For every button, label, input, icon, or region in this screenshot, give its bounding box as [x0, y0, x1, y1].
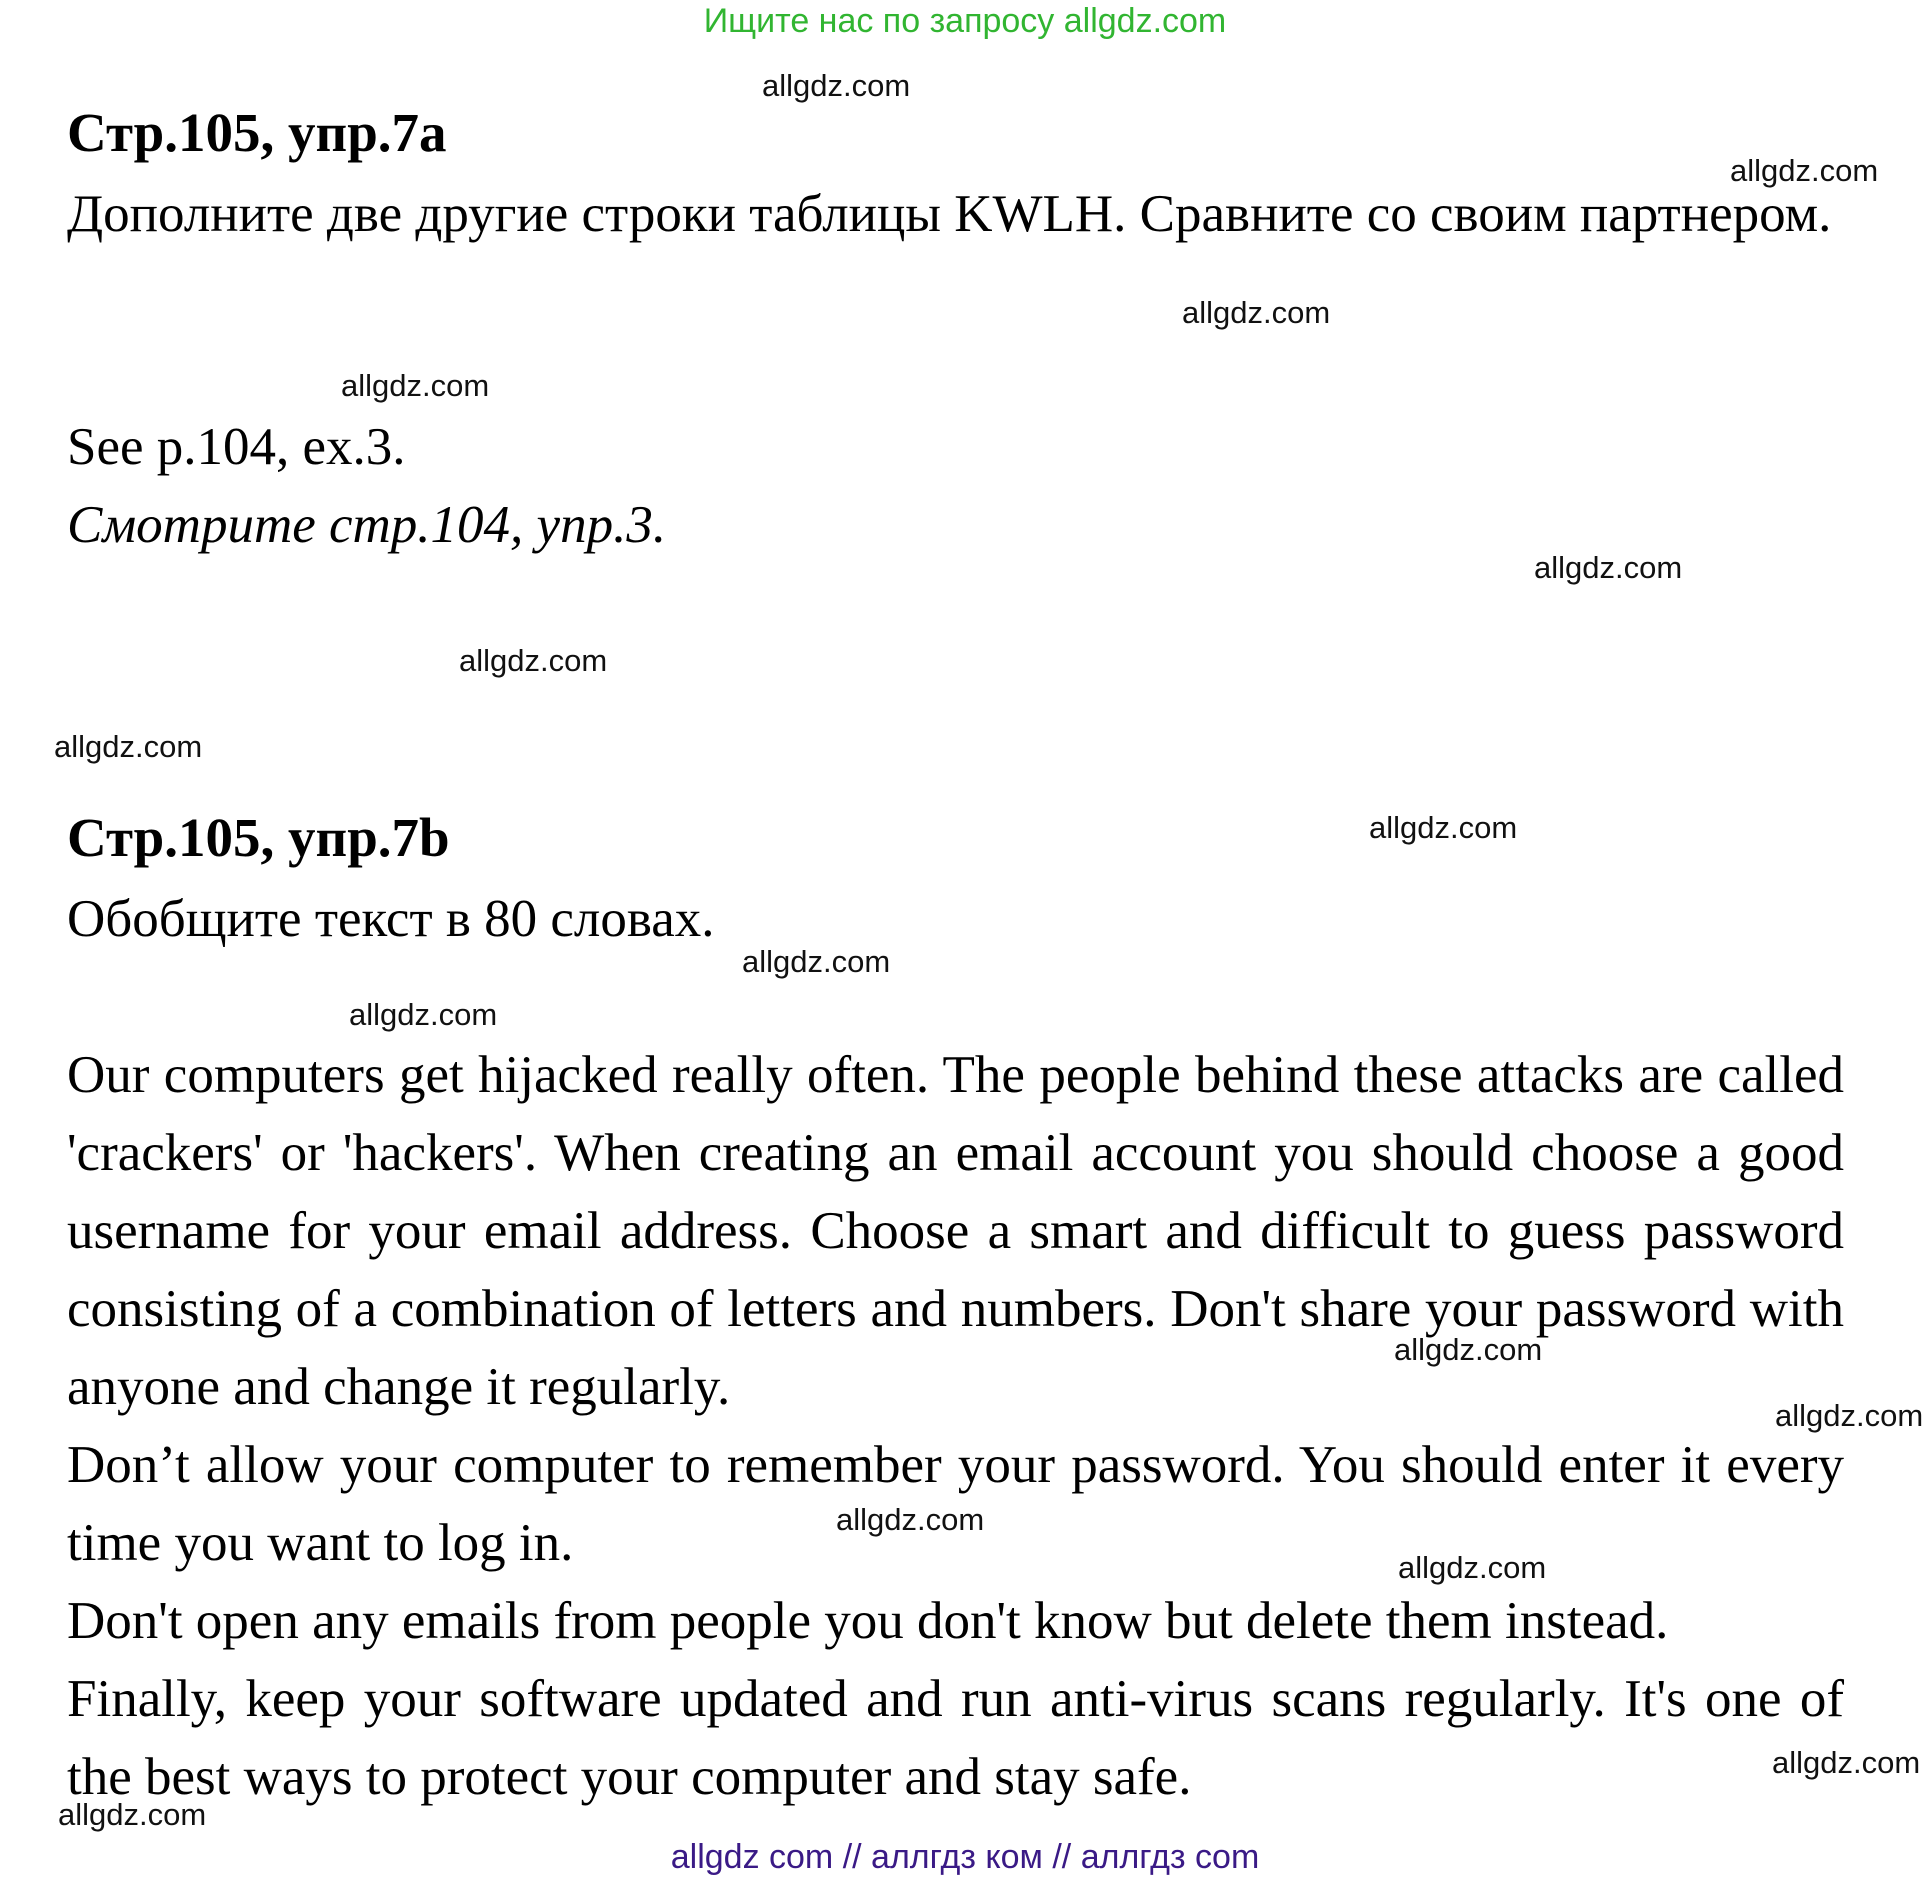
watermark: allgdz.com	[1534, 550, 1683, 585]
watermark: allgdz.com	[1394, 1332, 1543, 1367]
watermark: allgdz.com	[762, 68, 911, 103]
section-a-answer-en: See p.104, ex.3.	[67, 418, 406, 476]
watermark: allgdz.com	[349, 997, 498, 1032]
section-b-heading: Стр.105, упр.7b	[67, 807, 450, 868]
watermark: allgdz.com	[742, 944, 891, 979]
section-b-task: Обобщите текст в 80 словах.	[67, 890, 715, 948]
watermark: allgdz.com	[1730, 153, 1879, 188]
watermark: allgdz.com	[58, 1797, 207, 1832]
watermark: allgdz.com	[836, 1502, 985, 1537]
section-b-paragraph-3: Don't open any emails from people you don't know but delete them instead.	[67, 1592, 1669, 1650]
section-b-paragraph-2: Don’t allow your computer to remember your password. You should enter it every time you want to log in.	[67, 1436, 1844, 1572]
bottom-banner[interactable]: allgdz com // аллгдз ком // аллгдз com	[670, 1838, 1260, 1876]
section-a-heading: Стр.105, упр.7a	[67, 102, 447, 163]
watermark: allgdz.com	[1775, 1398, 1924, 1433]
watermark: allgdz.com	[1182, 295, 1331, 330]
watermark: allgdz.com	[1398, 1550, 1547, 1585]
watermark: allgdz.com	[54, 729, 203, 764]
section-b-paragraph-4: Finally, keep your software updated and run anti-virus scans regularly. It's one of the best ways to protect your computer and stay safe.	[67, 1670, 1844, 1806]
section-b-paragraph-1: Our computers get hijacked really often. The people behind these attacks are called 'crackers' or 'hackers'. When creating an email account you should choose a good username for your email address. Choose a smart and difficult to guess password consisting of a combination of letters and numbers. Don't share your password with anyone and change it regularly.	[67, 1046, 1844, 1416]
watermark: allgdz.com	[341, 368, 490, 403]
watermark: allgdz.com	[1772, 1745, 1921, 1780]
watermark: allgdz.com	[1369, 810, 1518, 845]
top-banner[interactable]: Ищите нас по запросу allgdz.com	[703, 2, 1227, 40]
watermark: allgdz.com	[459, 643, 608, 678]
section-a-task: Дополните две другие строки таблицы KWLH. Сравните со своим партнером.	[67, 185, 1832, 243]
section-a-answer-ru: Смотрите стр.104, упр.3.	[67, 496, 667, 554]
